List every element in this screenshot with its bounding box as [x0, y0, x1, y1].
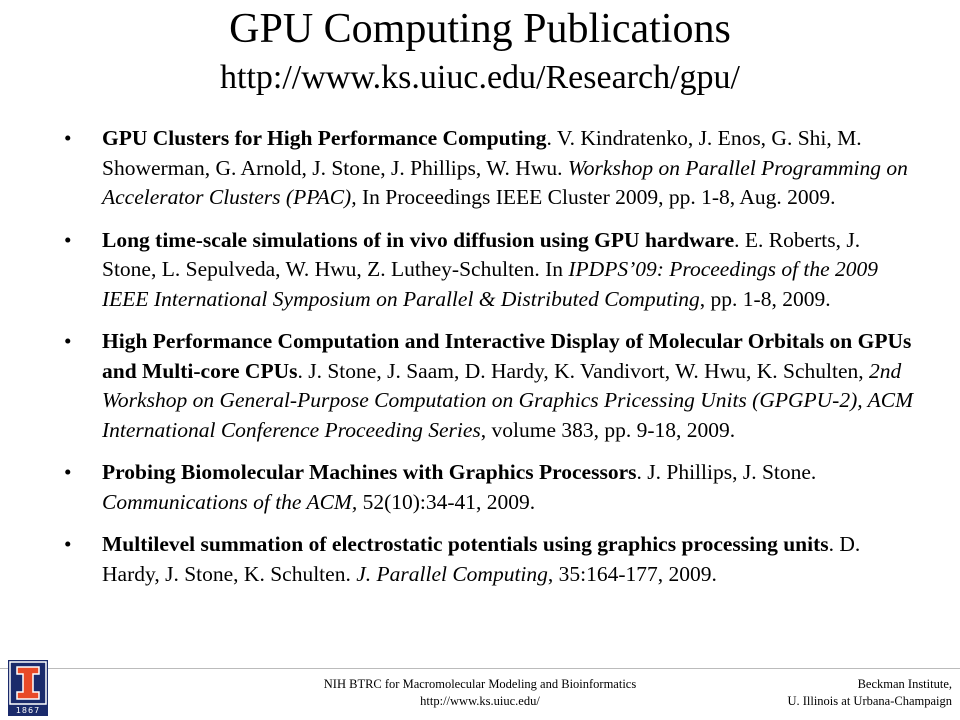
publication-details: , pp. 1-8, 2009. [699, 286, 831, 311]
publication-title: Probing Biomolecular Machines with Graphics Processors [102, 460, 637, 484]
publication-item [64, 124, 914, 213]
footer-divider [0, 668, 960, 669]
publication-title: High Performance Computation and Interactive Display of Molecular Orbitals on GPUs and Multi-core CPUs [102, 329, 912, 383]
publication-authors: . V. Kindratenko, J. Enos, G. Shi, M. Showerman, G. Arnold, J. Stone, J. Phillips, W. Hwu. [102, 126, 862, 180]
footer-org: NIH BTRC for Macromolecular Modeling and Bioinformatics [323, 677, 637, 691]
slide-title: GPU Computing Publications [229, 6, 731, 52]
publication-venue: Workshop on Parallel Programming on Accelerator Clusters (PPAC), [102, 155, 908, 209]
publication-details: , volume 383, pp. 9-18, 2009. [480, 417, 736, 442]
publication-list [64, 124, 914, 602]
publication-authors: . D. Hardy, J. Stone, K. Schulten. [102, 532, 861, 586]
publication-authors: . E. Roberts, J. Stone, L. Sepulveda, W. Hwu, Z. Luthey-Schulten. In [102, 227, 861, 281]
block-i-mark [8, 660, 48, 706]
logo-year: 1867 [15, 706, 41, 715]
publication-details: 52(10):34-41, 2009. [357, 489, 536, 514]
footer-right [732, 676, 952, 710]
publication-item [64, 530, 914, 589]
footer-institute: Beckman Institute, [857, 677, 952, 691]
publication-item [64, 327, 914, 445]
footer-url: http://www.ks.uiuc.edu/ [420, 694, 540, 708]
bullet: • [64, 329, 72, 353]
illinois-block-i-icon [8, 660, 48, 716]
bullet: • [64, 126, 72, 150]
publication-authors: . J. Stone, J. Saam, D. Hardy, K. Vandivort, W. Hwu, K. Schulten, [297, 358, 869, 383]
publication-details: In Proceedings IEEE Cluster 2009, pp. 1-8, Aug. 2009. [356, 185, 836, 209]
slide-subtitle-url: http://www.ks.uiuc.edu/Research/gpu/ [220, 59, 740, 96]
bullet: • [64, 532, 72, 556]
publication-item [64, 226, 914, 315]
publication-venue: J. Parallel Computing [356, 561, 548, 586]
publication-details: , 35:164-177, 2009. [547, 561, 717, 586]
bullet: • [64, 227, 72, 252]
footer-center [260, 676, 700, 710]
bullet: • [64, 460, 72, 484]
publication-authors: . J. Phillips, J. Stone. [636, 460, 817, 484]
footer-university: U. Illinois at Urbana-Champaign [787, 694, 952, 708]
publication-venue: IPDPS’09: Proceedings of the 2009 IEEE International Symposium on Parallel & Distributed Computing [102, 257, 879, 311]
publication-venue: Communications of the ACM, [102, 489, 358, 514]
publication-title: Long time-scale simulations of in vivo diffusion using GPU hardware [102, 227, 735, 252]
publication-item [64, 458, 914, 517]
publication-title: GPU Clusters for High Performance Computing [102, 126, 547, 150]
publication-venue: 2nd Workshop on General-Purpose Computation on Graphics Pricessing Units (GPGPU-2), ACM International Conference Proceeding Series [102, 358, 913, 442]
publication-title: Multilevel summation of electrostatic potentials using graphics processing units [102, 532, 829, 556]
